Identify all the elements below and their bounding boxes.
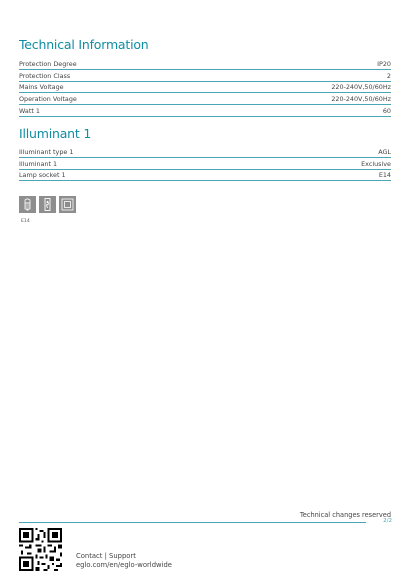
contact-support-link[interactable]: Contact | Support	[76, 552, 136, 560]
table-row	[19, 158, 391, 170]
website-link[interactable]: eglo.com/en/eglo-worldwide	[76, 561, 172, 569]
footer-divider	[19, 522, 366, 523]
row-label: Lamp socket 1	[19, 171, 66, 180]
row-value: 220-240V,50/60Hz	[331, 83, 391, 92]
table-row	[19, 170, 391, 182]
illuminant-title: Illuminant 1	[19, 126, 92, 141]
row-value: 2	[386, 71, 391, 80]
lamp-socket-e14-icon	[19, 196, 36, 213]
table-row	[19, 146, 391, 158]
technical-changes-note: Technical changes reserved	[299, 511, 391, 519]
row-value: 220-240V,50/60Hz	[331, 95, 391, 104]
socket-caption: E14	[21, 219, 30, 224]
table-row	[19, 70, 391, 82]
row-label: Illuminant 1	[19, 159, 58, 168]
dimmer-switch-icon	[39, 196, 56, 213]
feature-icons	[19, 196, 76, 213]
table-row	[19, 105, 391, 117]
row-label: Watt 1	[19, 106, 40, 115]
row-value: AGL	[378, 147, 391, 156]
technical-information-table	[19, 58, 391, 117]
row-label: Protection Degree	[19, 59, 77, 68]
qr-code-icon	[19, 528, 62, 571]
table-row	[19, 82, 391, 94]
protection-class-2-icon	[59, 196, 76, 213]
row-label: Mains Voltage	[19, 83, 64, 92]
row-value: IP20	[377, 59, 391, 68]
row-label: Illuminant type 1	[19, 147, 74, 156]
illuminant-table	[19, 146, 391, 181]
row-label: Protection Class	[19, 71, 71, 80]
page-number: 2/2	[383, 518, 392, 524]
table-row	[19, 58, 391, 70]
contact-block	[76, 552, 172, 570]
technical-information-title: Technical Information	[19, 37, 149, 52]
row-value: Exclusive	[361, 159, 391, 168]
table-row	[19, 93, 391, 105]
row-value: 60	[382, 106, 391, 115]
row-value: E14	[378, 171, 391, 180]
row-label: Operation Voltage	[19, 95, 77, 104]
